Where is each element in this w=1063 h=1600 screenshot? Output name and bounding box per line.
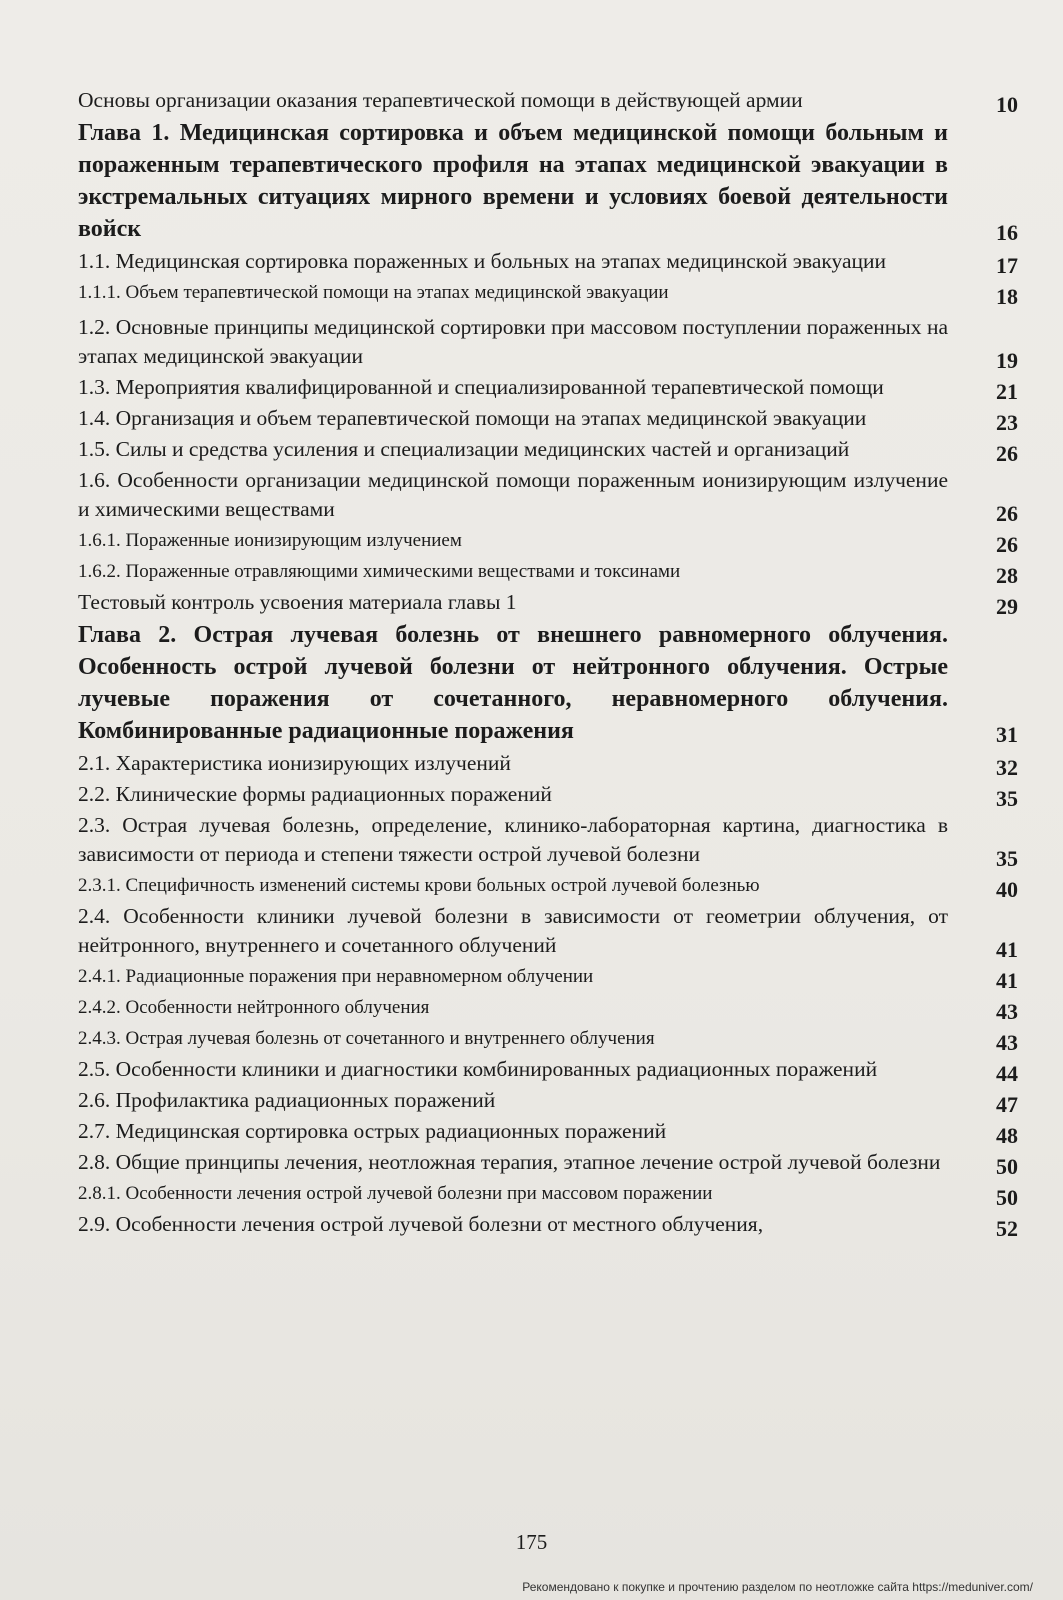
toc-entry — [78, 1210, 1018, 1239]
toc-entry-text: 2.8.1. Особенности лечения острой лучевой болезни при массовом поражении — [78, 1183, 713, 1204]
watermark-link-text: Рекомендовано к покупке и прочтению разделом по неотложке сайта https://meduniver.com/ — [522, 1580, 1033, 1594]
toc-entry-text: 1.1. Медицинская сортировка пораженных и больных на этапах медицинской эвакуации — [78, 249, 887, 273]
toc-entry-text: 1.6. Особенности организации медицинской помощи пораженным ионизирующим излучение и химическими веществами — [78, 468, 948, 521]
toc-page-number: 47 — [996, 1092, 1018, 1117]
toc-entry — [78, 86, 1018, 115]
toc-entry-text: 1.2. Основные принципы медицинской сортировки при массовом поступлении пораженных на этапах медицинской эвакуации — [78, 315, 948, 368]
toc-chapter-heading — [78, 619, 1018, 747]
toc-entry — [78, 749, 1018, 778]
toc-entry-text: 1.1.1. Объем терапевтической помощи на этапах медицинской эвакуации — [78, 282, 669, 303]
toc-entry — [78, 404, 1018, 433]
toc-entry — [78, 466, 1018, 524]
toc-entry-text: 2.4.2. Особенности нейтронного облучения — [78, 997, 430, 1018]
toc-entry-text: 2.3.1. Специфичность изменений системы крови больных острой лучевой болезнью — [78, 875, 760, 896]
toc-page-number: 40 — [996, 877, 1018, 902]
toc-page-number: 44 — [996, 1061, 1018, 1086]
toc-entry-text: 1.3. Мероприятия квалифицированной и специализированной терапевтической помощи — [78, 375, 884, 399]
toc-entry-text: 2.3. Острая лучевая болезнь, определение, клинико-лабораторная картина, диагностика в зависимости от периода и степени тяжести острой лучевой болезни — [78, 813, 948, 866]
toc-entry-text: 2.6. Профилактика радиационных поражений — [78, 1088, 496, 1112]
toc-page-number: 16 — [996, 220, 1018, 245]
toc-subentry — [78, 871, 1018, 900]
toc-subentry — [78, 1179, 1018, 1208]
toc-subentry — [78, 526, 1018, 555]
toc-entry-text: 2.1. Характеристика ионизирующих излучений — [78, 751, 511, 775]
toc-page-number: 41 — [996, 968, 1018, 993]
toc-entry — [78, 373, 1018, 402]
toc-entry-text: 1.4. Организация и объем терапевтической помощи на этапах медицинской эвакуации — [78, 406, 867, 430]
toc-entry — [78, 588, 1018, 617]
toc-entry — [78, 1148, 1018, 1177]
toc-entry — [78, 247, 1018, 276]
table-of-contents — [78, 86, 1018, 1239]
toc-page-number: 19 — [996, 348, 1018, 373]
toc-page-number: 35 — [996, 846, 1018, 871]
toc-entry — [78, 313, 1018, 371]
toc-page-number: 43 — [996, 999, 1018, 1024]
toc-page-number: 50 — [996, 1185, 1018, 1210]
toc-subentry — [78, 278, 1018, 307]
toc-entry-text: Глава 2. Острая лучевая болезнь от внешнего равномерного облучения. Особенность острой лучевой болезни от нейтронного облучения. Острые лучевые поражения от сочетанного, неравномерного облучения. Комбинированные радиационные поражения — [78, 622, 948, 744]
toc-subentry — [78, 993, 1018, 1022]
toc-page-number: 17 — [996, 253, 1018, 278]
toc-page-number: 26 — [996, 532, 1018, 557]
toc-page-number: 43 — [996, 1030, 1018, 1055]
toc-page-number: 26 — [996, 501, 1018, 526]
toc-page-number: 21 — [996, 379, 1018, 404]
toc-entry — [78, 780, 1018, 809]
toc-page-number: 23 — [996, 410, 1018, 435]
toc-page-number: 26 — [996, 441, 1018, 466]
toc-entry — [78, 1086, 1018, 1115]
toc-entry-text: 2.4.1. Радиационные поражения при неравномерном облучении — [78, 966, 594, 987]
toc-page-number: 52 — [996, 1216, 1018, 1241]
toc-page-number: 32 — [996, 755, 1018, 780]
toc-entry-text: 2.2. Клинические формы радиационных поражений — [78, 782, 552, 806]
toc-page-number: 41 — [996, 937, 1018, 962]
toc-entry-text: 2.4. Особенности клиники лучевой болезни в зависимости от геометрии облучения, от нейтронного, внутреннего и сочетанного облучений — [78, 904, 948, 957]
toc-subentry — [78, 962, 1018, 991]
toc-page-number: 35 — [996, 786, 1018, 811]
toc-entry — [78, 811, 1018, 869]
toc-page-number: 29 — [996, 594, 1018, 619]
toc-page-number: 10 — [996, 92, 1018, 117]
toc-page-number: 48 — [996, 1123, 1018, 1148]
toc-entry-text: 1.6.2. Пораженные отравляющими химическими веществами и токсинами — [78, 561, 681, 582]
toc-entry-text: Тестовый контроль усвоения материала главы 1 — [78, 590, 517, 614]
toc-page-number: 31 — [996, 722, 1018, 747]
toc-entry-text: 2.8. Общие принципы лечения, неотложная терапия, этапное лечение острой лучевой болезни — [78, 1150, 941, 1174]
toc-subentry — [78, 1024, 1018, 1053]
toc-page-number: 28 — [996, 563, 1018, 588]
page-number: 175 — [515, 1530, 548, 1554]
toc-page-number: 18 — [996, 284, 1018, 309]
toc-entry-text: 2.7. Медицинская сортировка острых радиационных поражений — [78, 1119, 667, 1143]
toc-chapter-heading — [78, 117, 1018, 245]
toc-entry — [78, 1055, 1018, 1084]
toc-entry-text: 2.9. Особенности лечения острой лучевой болезни от местного облучения, — [78, 1212, 764, 1236]
toc-entry — [78, 435, 1018, 464]
toc-page-number: 50 — [996, 1154, 1018, 1179]
toc-entry-text: 2.4.3. Острая лучевая болезнь от сочетанного и внутреннего облучения — [78, 1028, 655, 1049]
toc-entry-text: 1.6.1. Пораженные ионизирующим излучением — [78, 530, 462, 551]
toc-entry — [78, 1117, 1018, 1146]
toc-entry-text: Глава 1. Медицинская сортировка и объем медицинской помощи больным и пораженным терапевтического профиля на этапах медицинской эвакуации в экстремальных ситуациях мирного времени и условиях боевой деятельности войск — [78, 120, 948, 242]
toc-subentry — [78, 557, 1018, 586]
toc-entry-text: 1.5. Силы и средства усиления и специализации медицинских частей и организаций — [78, 437, 850, 461]
toc-entry-text: Основы организации оказания терапевтической помощи в действующей армии — [78, 88, 803, 112]
toc-entry-text: 2.5. Особенности клиники и диагностики комбинированных радиационных поражений — [78, 1057, 878, 1081]
toc-entry — [78, 902, 1018, 960]
